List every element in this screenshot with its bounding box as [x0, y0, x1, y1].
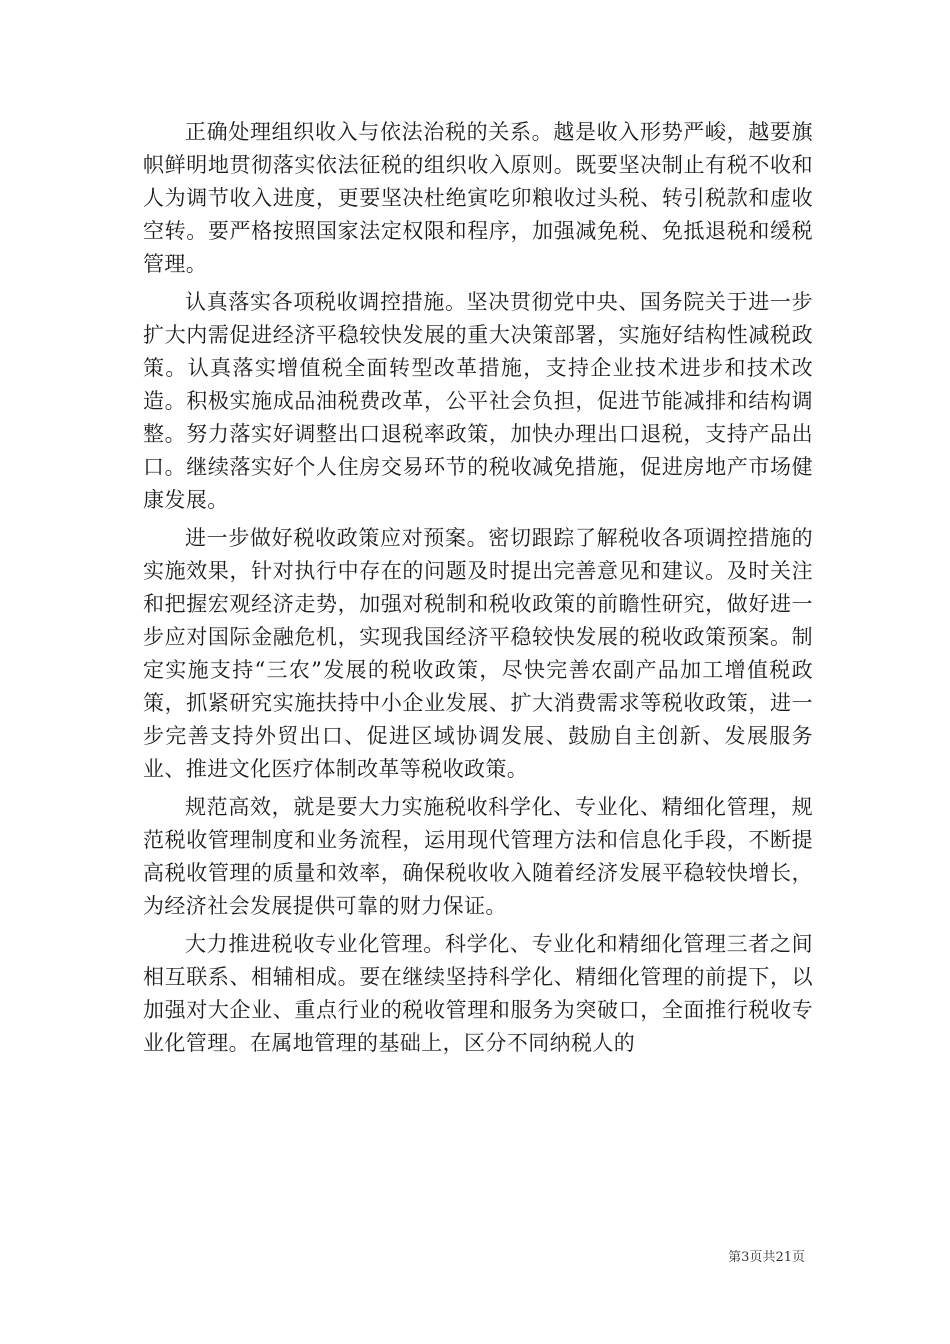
- page-number: 第3页共21页: [728, 1250, 805, 1265]
- document-body: [143, 116, 813, 1065]
- paragraph-4: 规范高效，就是要大力实施税收科学化、专业化、精细化管理，规范税收管理制度和业务流程，运用现代管理方法和信息化手段，不断提高税收管理的质量和效率，确保税收收入随着经济发展平稳较快增长，为经济社会发展提供可靠的财力保证。: [143, 795, 813, 918]
- paragraph-5: 大力推进税收专业化管理。科学化、专业化和精细化管理三者之间相互联系、相辅相成。要在继续坚持科学化、精细化管理的前提下，以加强对大企业、重点行业的税收管理和服务为突破口，全面推行税收专业化管理。在属地管理的基础上，区分不同纳税人的: [143, 932, 813, 1055]
- paragraph-1: 正确处理组织收入与依法治税的关系。越是收入形势严峻，越要旗帜鲜明地贯彻落实依法征税的组织收入原则。既要坚决制止有税不收和人为调节收入进度，更要坚决杜绝寅吃卯粮收过头税、转引税款和虚收空转。要严格按照国家法定权限和程序，加强减免税、免抵退税和缓税管理。: [143, 120, 813, 276]
- paragraph-2: 认真落实各项税收调控措施。坚决贯彻党中央、国务院关于进一步扩大内需促进经济平稳较快发展的重大决策部署，实施好结构性减税政策。认真落实增值税全面转型改革措施，支持企业技术进步和技术改造。积极实施成品油税费改革，公平社会负担，促进节能减排和结构调整。努力落实好调整出口退税率政策，加快办理出口退税，支持产品出口。继续落实好个人住房交易环节的税收减免措施，促进房地产市场健康发展。: [143, 290, 813, 512]
- paragraph-3: 进一步做好税收政策应对预案。密切跟踪了解税收各项调控措施的实施效果，针对执行中存在的问题及时提出完善意见和建议。及时关注和把握宏观经济走势，加强对税制和税收政策的前瞻性研究，做好进一步应对国际金融危机，实现我国经济平稳较快发展的税收政策预案。制定实施支持“三农”发展的税收政策，尽快完善农副产品加工增值税政策，抓紧研究实施扶持中小企业发展、扩大消费需求等税收政策，进一步完善支持外贸出口、促进区域协调发展、鼓励自主创新、发展服务业、推进文化医疗体制改革等税收政策。: [143, 526, 813, 781]
